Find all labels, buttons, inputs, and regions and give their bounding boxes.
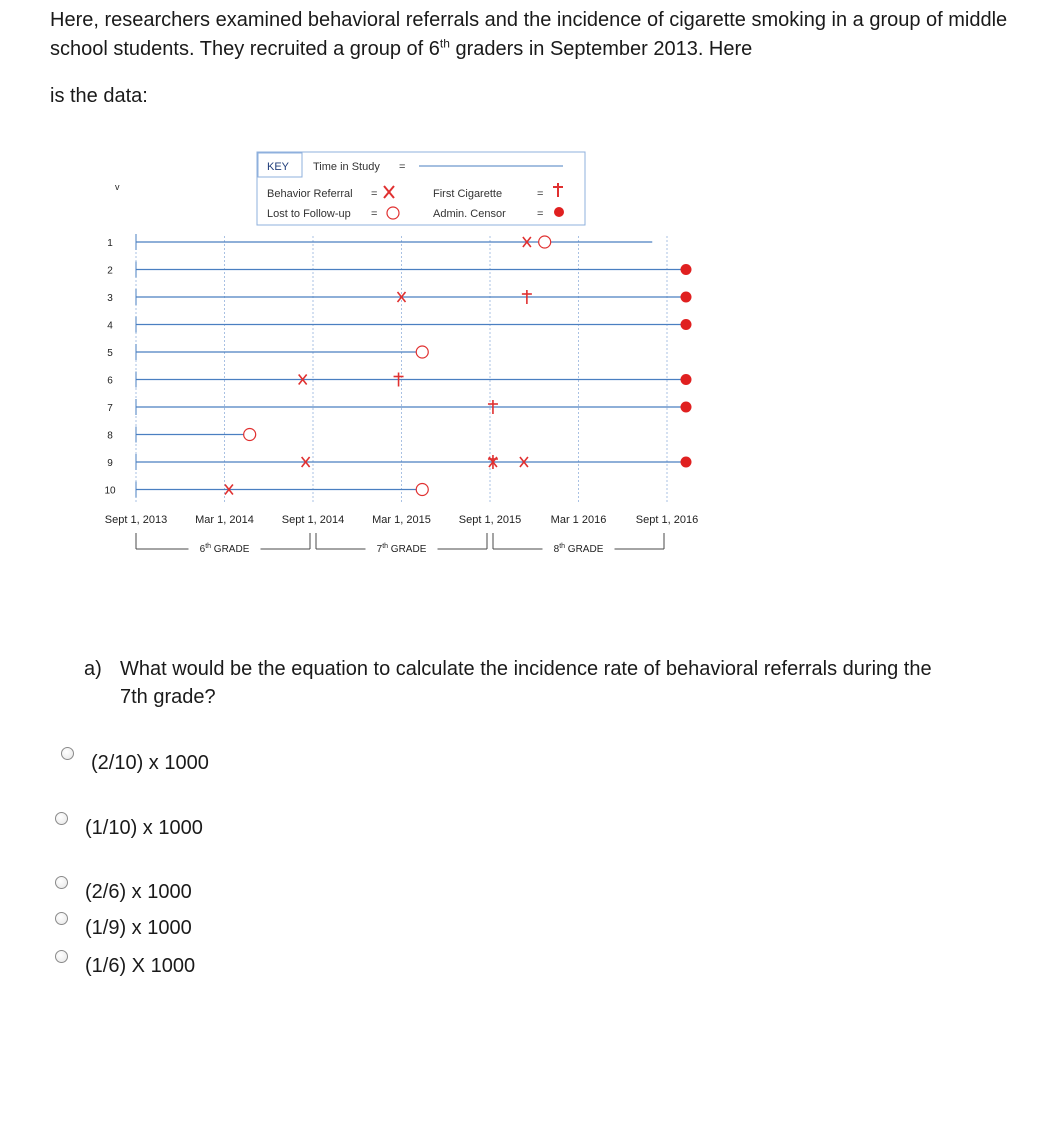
admin-censor-marker — [681, 457, 692, 468]
lost-to-followup-marker — [539, 236, 551, 248]
x-tick-label: Mar 1, 2014 — [195, 514, 254, 526]
x-tick-label: Mar 1, 2015 — [372, 514, 431, 526]
answer-option-1[interactable] — [61, 751, 209, 775]
subject-timelines — [104, 234, 691, 498]
question-label: a) — [84, 658, 102, 680]
x-tick-label: Sept 1, 2013 — [104, 514, 168, 526]
key-label: KEY — [267, 161, 290, 173]
subject-label: 8 — [107, 430, 113, 442]
subject-label: 5 — [107, 348, 113, 359]
intro-paragraph: Here, researchers examined behavioral referrals and the incidence of cigarette smoking in a group of middle school students. They recruited a group of 6th graders in September 2013. Here — [50, 9, 1008, 60]
answer-option-5[interactable] — [55, 954, 195, 978]
grade-label: 6th GRADE — [199, 543, 250, 555]
subject-label: 1 — [107, 238, 113, 249]
answer-option-4[interactable] — [55, 916, 192, 940]
answer-option-label: (2/10) x 1000 — [91, 752, 209, 774]
subject-label: 2 — [107, 265, 113, 277]
subject-label: 9 — [107, 458, 113, 469]
stray-mark: v — [115, 182, 120, 192]
x-tick-label: Sept 1, 2016 — [635, 514, 699, 526]
grade-label: 7th GRADE — [376, 543, 427, 555]
grade-brackets — [136, 533, 664, 555]
question — [84, 655, 944, 711]
key-first-cigarette: First Cigarette — [433, 188, 503, 200]
admin-censor-marker — [681, 292, 692, 303]
key-time-in-study: Time in Study — [313, 161, 380, 173]
key-equals-2: = — [371, 188, 378, 200]
x-axis-ticks — [105, 514, 698, 526]
radio-button[interactable] — [61, 747, 74, 760]
lost-to-followup-marker — [244, 429, 256, 441]
key-lost-icon — [387, 207, 399, 219]
gridlines — [136, 236, 667, 503]
x-tick-label: Sept 1, 2014 — [281, 514, 345, 526]
admin-censor-marker — [681, 374, 692, 385]
key-lost-to-followup: Lost to Follow-up — [267, 208, 351, 220]
subject-label: 10 — [104, 485, 116, 497]
answer-option-label: (2/6) x 1000 — [85, 881, 192, 903]
lost-to-followup-marker — [416, 346, 428, 358]
key-equals-4: = — [537, 188, 544, 200]
answer-option-3[interactable] — [55, 880, 192, 904]
answer-option-label: (1/10) x 1000 — [85, 817, 203, 839]
question-text: What would be the equation to calculate the incidence rate of behavioral referrals during the 7th grade? — [120, 658, 932, 708]
subject-label: 6 — [107, 375, 113, 387]
key-equals-3: = — [371, 208, 378, 220]
key-censor-icon — [554, 207, 564, 217]
subject-label: 4 — [107, 320, 113, 332]
radio-button[interactable] — [55, 950, 68, 963]
admin-censor-marker — [681, 402, 692, 413]
lost-to-followup-marker — [416, 484, 428, 496]
x-tick-label: Sept 1, 2015 — [458, 514, 522, 526]
key-behavior-referral: Behavior Referral — [267, 188, 353, 200]
key-legend — [257, 152, 585, 225]
answer-option-label: (1/6) X 1000 — [85, 955, 196, 977]
key-equals-1: = — [399, 161, 406, 173]
admin-censor-marker — [681, 319, 692, 330]
x-tick-label: Mar 1 2016 — [550, 514, 607, 526]
answer-option-2[interactable] — [55, 816, 203, 840]
key-equals-5: = — [537, 208, 544, 220]
subject-label: 7 — [107, 403, 113, 414]
admin-censor-marker — [681, 264, 692, 275]
subject-label: 3 — [107, 293, 113, 304]
key-admin-censor: Admin. Censor — [433, 208, 506, 220]
intro-line-2: is the data: — [50, 85, 148, 107]
grade-label: 8th GRADE — [553, 543, 604, 555]
radio-button[interactable] — [55, 912, 68, 925]
radio-button[interactable] — [55, 876, 68, 889]
answer-option-label: (1/9) x 1000 — [85, 917, 192, 939]
radio-button[interactable] — [55, 812, 68, 825]
